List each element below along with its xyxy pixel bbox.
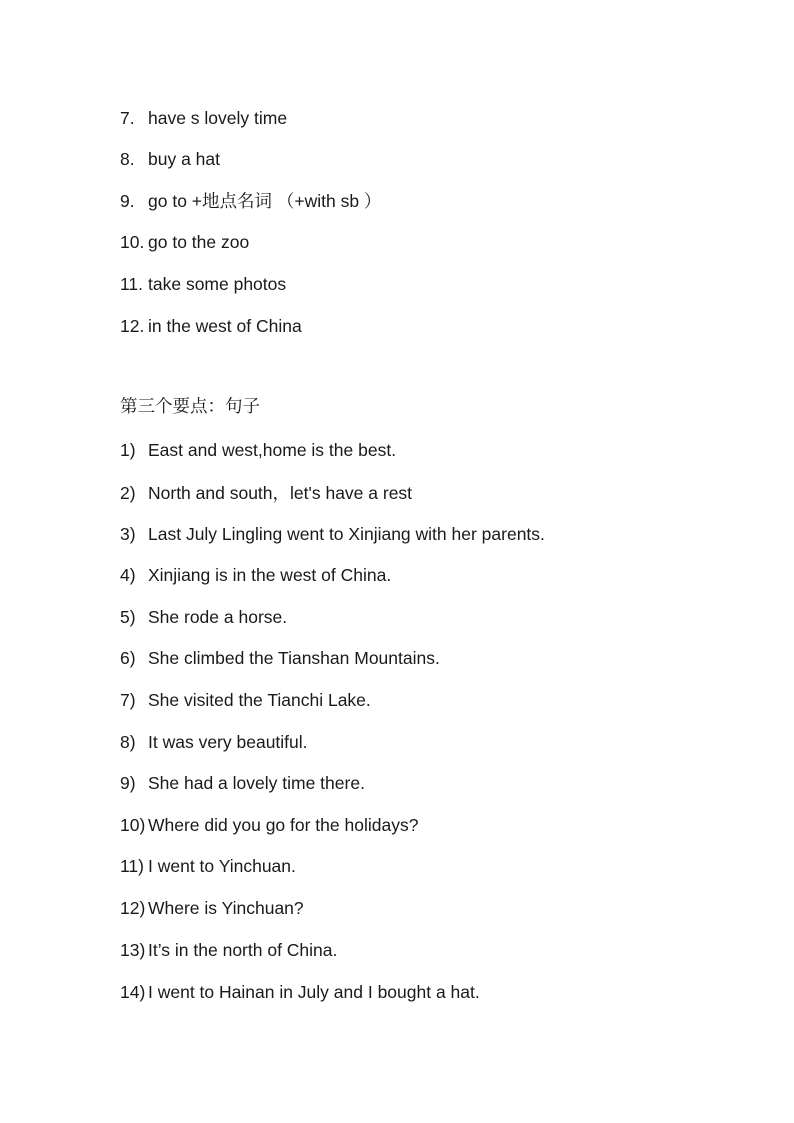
item-text: Where did you go for the holidays? bbox=[148, 815, 419, 835]
item-text: have s lovely time bbox=[148, 108, 288, 128]
item-number: 12. bbox=[120, 316, 145, 336]
item-number: 5) bbox=[120, 607, 136, 627]
item-text: go to the zoo bbox=[148, 232, 250, 252]
item-number: 12) bbox=[120, 898, 146, 918]
item-text: buy a hat bbox=[148, 149, 220, 169]
section-heading: 第三个要点：句子 bbox=[120, 397, 260, 417]
item-number: 3) bbox=[120, 524, 136, 544]
item-text: take some photos bbox=[148, 274, 287, 294]
item-number: 8) bbox=[120, 732, 136, 752]
item-text: in the west of China bbox=[148, 316, 302, 336]
item-number: 14) bbox=[120, 982, 146, 1002]
item-text: go to +地点名词 （+with sb ） bbox=[148, 191, 382, 211]
item-number: 7) bbox=[120, 690, 136, 710]
item-number: 10) bbox=[120, 815, 146, 835]
item-text: She had a lovely time there. bbox=[148, 773, 365, 793]
item-number: 11. bbox=[120, 274, 144, 294]
item-text: I went to Yinchuan. bbox=[148, 856, 296, 876]
item-number: 10. bbox=[120, 232, 145, 252]
item-number: 11) bbox=[120, 856, 144, 876]
item-number: 7. bbox=[120, 108, 135, 128]
item-number: 13) bbox=[120, 940, 146, 960]
item-text: She rode a horse. bbox=[148, 607, 288, 627]
item-text: Where is Yinchuan? bbox=[148, 898, 304, 918]
item-number: 1) bbox=[120, 440, 136, 460]
item-number: 9) bbox=[120, 773, 136, 793]
item-text: She visited the Tianchi Lake. bbox=[148, 690, 371, 710]
item-text: North and south，let's have a rest bbox=[148, 483, 413, 503]
item-number: 4) bbox=[120, 565, 136, 585]
item-text: East and west,home is the best. bbox=[148, 440, 397, 460]
item-text: Last July Lingling went to Xinjiang with her parents. bbox=[148, 524, 545, 544]
item-number: 9. bbox=[120, 191, 135, 211]
item-number: 2) bbox=[120, 483, 136, 503]
item-text: Xinjiang is in the west of China. bbox=[148, 565, 392, 585]
item-text: I went to Hainan in July and I bought a hat. bbox=[148, 982, 480, 1002]
item-text: It’s in the north of China. bbox=[148, 940, 338, 960]
item-text: It was very beautiful. bbox=[148, 732, 308, 752]
item-number: 6) bbox=[120, 648, 136, 668]
item-text: She climbed the Tianshan Mountains. bbox=[148, 648, 440, 668]
item-number: 8. bbox=[120, 149, 135, 169]
